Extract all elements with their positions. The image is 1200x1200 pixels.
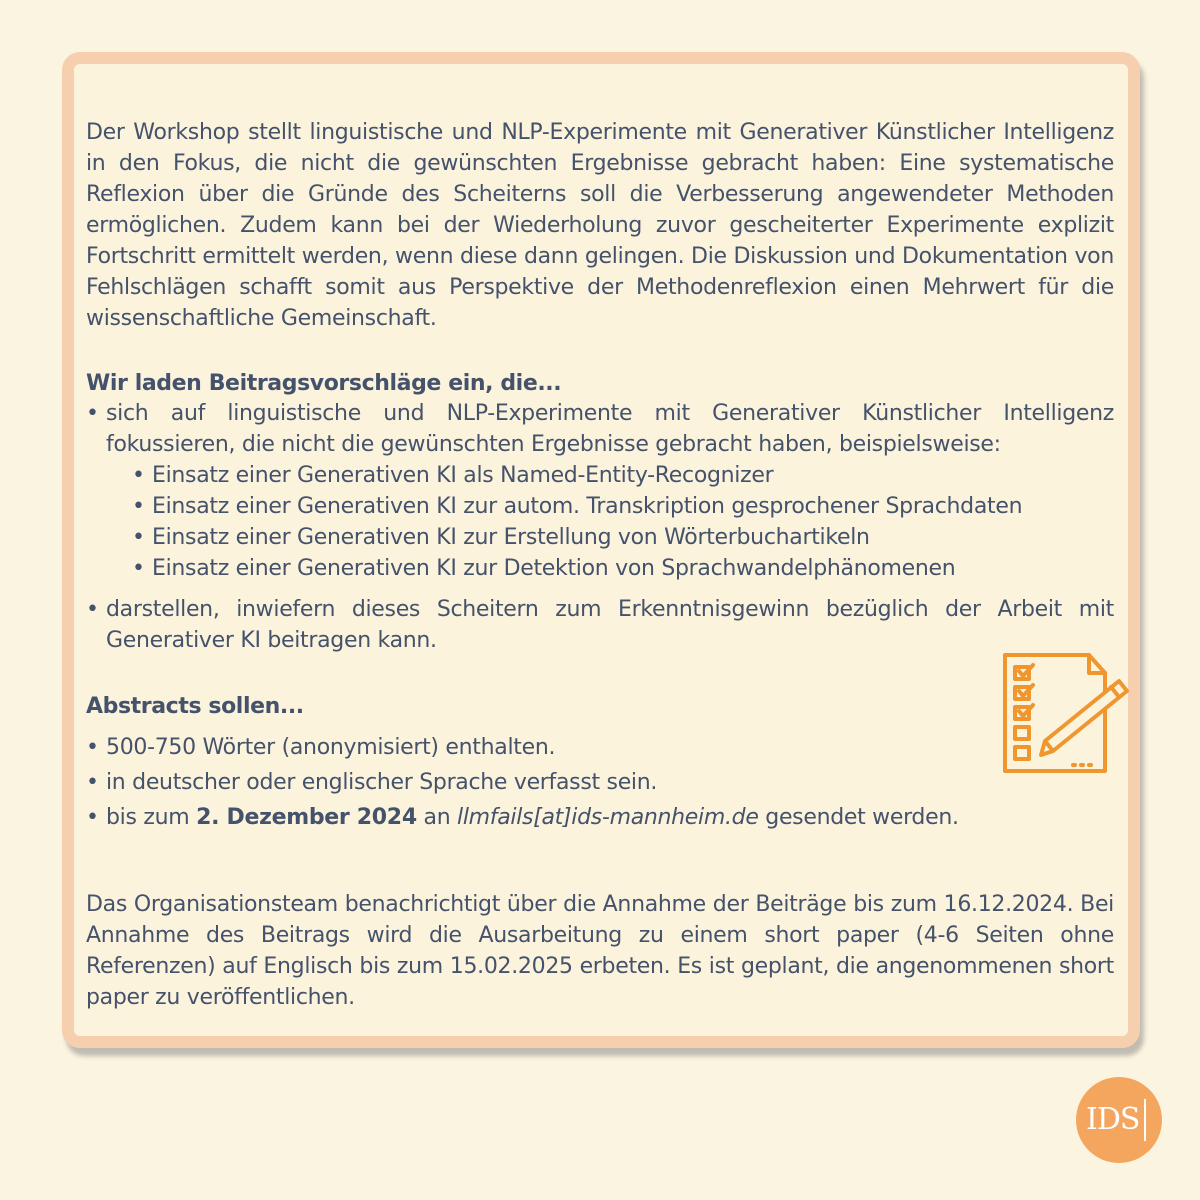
deadline-date: 2. Dezember 2024 bbox=[196, 805, 417, 830]
list-item: • in deutscher oder englischer Sprache verfasst sein. bbox=[86, 767, 1114, 798]
outro-paragraph: Das Organisationsteam benachrichtigt über die Annahme der Beiträge bis zum 16.12.2024. Bei Annahme des Beitrags wird die Ausarbeitung zu einem short paper (4-6 Seiten ohne Referenzen) auf Englisch bis zum 15.02.2025 erbeten. Es ist geplant, die angenommenen short paper zu veröffentlichen. bbox=[86, 892, 1114, 1010]
submission-email[interactable]: llmfails[at]ids-mannheim.de bbox=[457, 805, 759, 830]
submission-criteria-list bbox=[86, 398, 1114, 656]
section-heading-submissions: Wir laden Beitragsvorschläge ein, die... bbox=[86, 371, 562, 396]
list-item: • darstellen, inwiefern dieses Scheitern zum Erkenntnisgewinn bezüglich der Arbeit mit Generativer KI beitragen kann. bbox=[86, 594, 1114, 656]
list-item-text: sich auf linguistische und NLP-Experimente mit Generativer Künstlicher Intelligenz fokussieren, die nicht die gewünschten Ergebnisse gebracht haben, beispielsweise: bbox=[106, 401, 1114, 457]
deadline-middle: an bbox=[416, 805, 458, 830]
intro-paragraph: Der Workshop stellt linguistische und NLP-Experimente mit Generativer Künstlicher Intelligenz in den Fokus, die nicht die gewünschten Ergebnisse gebracht haben: Eine systematische Reflexion über die Gründe des Scheiterns soll die Verbesserung angewendeter Methoden ermöglichen. Zudem kann bei der Wiederholung zuvor gescheiterter Experimente explizit Fortschritt ermittelt werden, wenn diese dann gelingen. Die Diskussion und Dokumentation von Fehlschlägen schafft somit aus Perspektive der Methodenreflexion einen Mehrwert für die wissenschaftliche Gemeinschaft. bbox=[86, 120, 1114, 331]
list-item: • Einsatz einer Generativen KI zur autom. Transkription gesprochener Sprachdaten bbox=[132, 491, 1114, 522]
list-item: • Einsatz einer Generativen KI als Named-Entity-Recognizer bbox=[132, 460, 1114, 491]
deadline-suffix: gesendet werden. bbox=[758, 805, 959, 830]
logo-divider bbox=[1144, 1099, 1146, 1141]
ids-logo bbox=[1076, 1077, 1162, 1163]
section-heading-abstracts: Abstracts sollen... bbox=[86, 694, 304, 719]
logo-text: IDS bbox=[1086, 1102, 1140, 1137]
list-item bbox=[86, 398, 1114, 584]
checklist-pencil-icon bbox=[993, 653, 1133, 783]
deadline-prefix: bis zum bbox=[106, 805, 197, 830]
abstract-requirements-list bbox=[86, 732, 1114, 837]
list-item bbox=[86, 802, 1114, 833]
list-item: • Einsatz einer Generativen KI zur Detektion von Sprachwandelphänomenen bbox=[132, 553, 1114, 584]
examples-list bbox=[106, 460, 1114, 584]
list-item: • Einsatz einer Generativen KI zur Erstellung von Wörterbuchartikeln bbox=[132, 522, 1114, 553]
list-item: • 500-750 Wörter (anonymisiert) enthalten. bbox=[86, 732, 1114, 763]
